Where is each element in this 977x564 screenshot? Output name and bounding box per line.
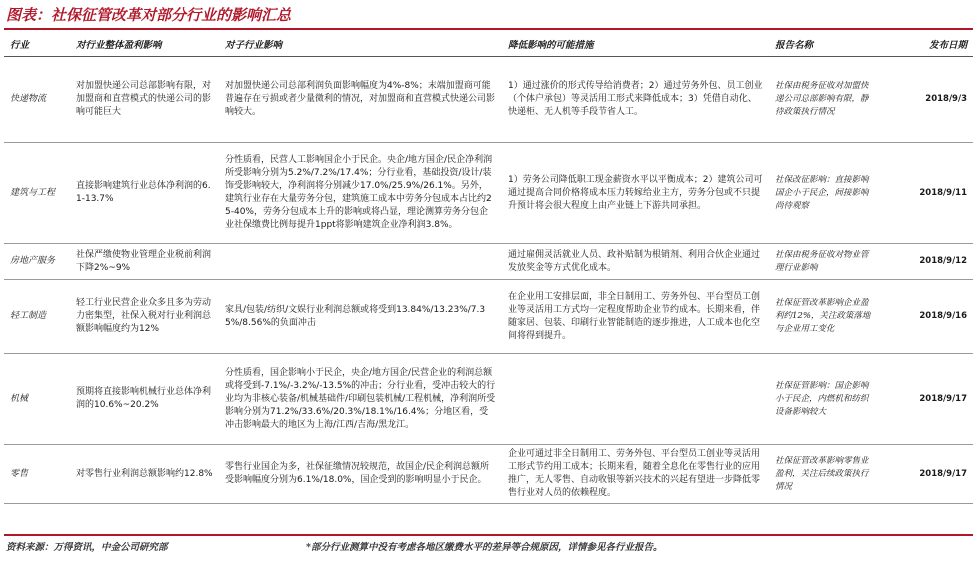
footer: [6, 538, 971, 558]
cell-date: 2018/9/3: [877, 57, 973, 143]
header-sub: 对子行业影响: [219, 32, 502, 57]
cell-industry: 零售: [4, 445, 70, 504]
table-row: [4, 280, 973, 354]
cell-sub: [219, 244, 502, 280]
cell-report: 社保征管改革影响零售业盈利，关注后续政策执行情况: [769, 445, 877, 504]
cell-report: 社保由税务征收对物业管理行业影响: [769, 244, 877, 280]
header-date: 发布日期: [877, 32, 973, 57]
impact-table: [4, 32, 973, 504]
cell-overall: 直接影响建筑行业总体净利润的6.1-13.7%: [70, 143, 219, 244]
cell-industry: 快递物流: [4, 57, 70, 143]
cell-overall: 对加盟快递公司总部影响有限，对加盟商和直营模式的快递公司的影响可能巨大: [70, 57, 219, 143]
cell-report: 社保改征影响：直接影响国企小于民企，间接影响尚待观察: [769, 143, 877, 244]
table-row: [4, 57, 973, 143]
cell-date: 2018/9/17: [877, 445, 973, 504]
cell-sub: 对加盟快递公司总部利润负面影响幅度为4%-8%；末端加盟商可能普遍存在亏损或者少量微利的情况，对加盟商和直营模式快递公司影响较大。: [219, 57, 502, 143]
table-header-row: [4, 32, 973, 57]
cell-overall: 对零售行业利润总额影响约12.8%: [70, 445, 219, 504]
table-row: [4, 244, 973, 280]
cell-industry: 房地产服务: [4, 244, 70, 280]
cell-industry: 机械: [4, 354, 70, 445]
cell-industry: 建筑与工程: [4, 143, 70, 244]
cell-date: 2018/9/12: [877, 244, 973, 280]
cell-overall: 社保严缴使物业管理企业税前利润下降2%~9%: [70, 244, 219, 280]
table-row: [4, 354, 973, 445]
cell-report: 社保由税务征收对加盟快递公司总部影响有限，静待政策执行情况: [769, 57, 877, 143]
footnote: *部分行业测算中没有考虑各地区缴费水平的差异等合规原因，详情参见各行业报告。: [306, 542, 663, 553]
cell-measures: [502, 354, 769, 445]
title-underline: [4, 28, 973, 30]
cell-measures: 1）劳务公司降低职工现金薪资水平以平衡成本；2）建筑公司可通过提高合同价格将成本压力转嫁给业主方，劳务分包或不只提升预计将会很大程度上由产业链上下游共同承担。: [502, 143, 769, 244]
header-report: 报告名称: [769, 32, 877, 57]
cell-date: 2018/9/16: [877, 280, 973, 354]
cell-measures: 企业可通过非全日制用工、劳务外包、平台型员工创业等灵活用工形式节约用工成本；长期来看，随着全息化在零售行业的应用推广，无人零售、自动收银等新兴技术的兴起有望进一步降低零售行业对人员的依赖程度。: [502, 445, 769, 504]
cell-sub: 分性质看，民营人工影响国企小于民企。央企/地方国企/民企净利润所受影响分别为5.2%/7.2%/17.4%；分行业看，基础投资/设计/装饰受影响较大，净利润将分别减少17.0%/25.9%/26.1%。另外，建筑行业存在大量劳务分包，建筑施工成本中劳务分包成本占比约25-40%，劳务分包成本上升的影响或将凸显，理论测算劳务分包企业社保缴费比例每提升1ppt将影响建筑企业净利润3.8%。: [219, 143, 502, 244]
cell-overall: 预期将直接影响机械行业总体净利润的10.6%~20.2%: [70, 354, 219, 445]
header-overall: 对行业整体盈利影响: [70, 32, 219, 57]
source-note: 资料来源：万得资讯，中金公司研究部: [6, 542, 168, 553]
cell-overall: 轻工行业民营企业众多且多为劳动力密集型，社保入税对行业利润总额影响幅度约为12%: [70, 280, 219, 354]
page-title: 图表：社保征管改革对部分行业的影响汇总: [6, 6, 292, 24]
cell-report: 社保征管改革影响企业盈利约12%，关注政策落地与企业用工变化: [769, 280, 877, 354]
cell-industry: 轻工制造: [4, 280, 70, 354]
header-measures: 降低影响的可能措施: [502, 32, 769, 57]
cell-sub: 家具/包装/纺织/文娱行业利润总额或将受到13.84%/13.23%/7.35%/8.56%的负面冲击: [219, 280, 502, 354]
cell-date: 2018/9/11: [877, 143, 973, 244]
footer-rule: [4, 534, 973, 536]
table-row: [4, 445, 973, 504]
table-row: [4, 143, 973, 244]
cell-report: 社保征管影响：国企影响小于民企，内燃机和纺织设备影响较大: [769, 354, 877, 445]
cell-sub: 零售行业国企为多，社保征缴情况较规范，故国企/民企利润总额所受影响幅度分别为6.1%/18.0%，国企受到的影响明显小于民企。: [219, 445, 502, 504]
cell-date: 2018/9/17: [877, 354, 973, 445]
header-industry: 行业: [4, 32, 70, 57]
cell-measures: 通过雇佣灵活就业人员、政补贴制为根销剂、利用合伙企业通过发放奖金等方式优化成本。: [502, 244, 769, 280]
cell-measures: 在企业用工安排层面，非全日制用工、劳务外包、平台型员工创业等灵活用工方式均一定程度帮助企业节约成本。长期来看，伴随家居、包装、印刷行业智能制造的逐步推进，人工成本也化空间将得到提升。: [502, 280, 769, 354]
cell-measures: 1）通过涨价的形式传导给消费者；2）通过劳务外包、员工创业（个体户承包）等灵活用工形式来降低成本；3）凭借自动化、快递柜、无人机等手段节省人工。: [502, 57, 769, 143]
cell-sub: 分性质看，国企影响小于民企，央企/地方国企/民营企业的利润总额或将受到-7.1%/-3.2%/-13.5%的冲击；分行业看，受冲击较大的行业均为非核心装备/机械基础件/印刷包装机械/工程机械，净利润所受影响分别为71.2%/33.6%/20.3%/18.1%/16.4%；分地区看，受冲击影响最大的地区为上海/江西/吉海/黑龙江。: [219, 354, 502, 445]
